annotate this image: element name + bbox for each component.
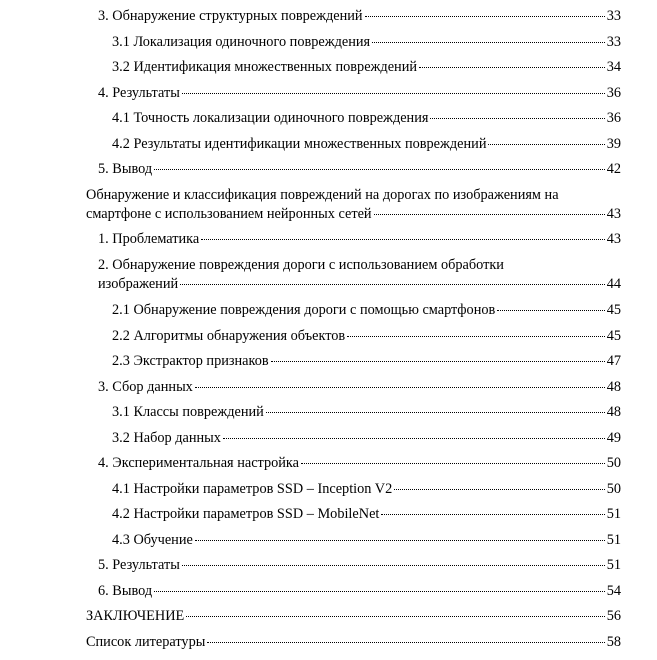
toc-entry[interactable]: [86, 202, 621, 228]
dot-leader: [154, 169, 605, 170]
toc-entry[interactable]: [98, 81, 621, 107]
toc-entry-label: 3.1 Классы повреждений: [112, 404, 264, 420]
dot-leader: [195, 540, 605, 541]
toc-entry-page: 45: [606, 327, 621, 344]
toc-entry[interactable]: [112, 502, 621, 528]
toc-entry[interactable]: [98, 4, 621, 30]
dot-leader: [394, 489, 604, 490]
toc-entry-label: 4.2 Результаты идентификации множественных повреждений: [112, 135, 487, 152]
toc-entry[interactable]: [98, 157, 621, 183]
toc-entry[interactable]: [112, 132, 621, 158]
dot-leader: [186, 616, 604, 617]
toc-entry-page: 51: [606, 557, 621, 573]
dot-leader: [372, 42, 605, 43]
toc-entry-page: 56: [606, 608, 621, 624]
toc-entry-page: 43: [606, 205, 621, 222]
toc-entry-page: 45: [606, 302, 621, 318]
dot-leader: [180, 284, 605, 285]
toc-entry-label: 2.2 Алгоритмы обнаружения объектов: [112, 327, 346, 344]
toc-entry[interactable]: [98, 579, 621, 605]
dot-leader: [374, 214, 605, 215]
toc-entry-page: 48: [606, 404, 621, 420]
toc-entry-label: 4. Экспериментальная настройка: [98, 455, 299, 471]
toc-entry-page: 44: [606, 276, 621, 292]
toc-entry-label: 4.2 Настройки параметров SSD – MobileNet: [112, 506, 380, 522]
dot-leader: [347, 336, 605, 337]
toc-entry-label: 4.1 Настройки параметров SSD – Inception V2: [112, 480, 393, 497]
toc-entry-label: 4. Результаты: [98, 84, 180, 101]
dot-leader: [301, 463, 605, 464]
toc-entry-label: смартфоне с использованием нейронных сетей: [86, 205, 372, 222]
toc-entry-label: 4.1 Точность локализации одиночного повреждения: [112, 110, 429, 126]
dot-leader: [430, 118, 604, 119]
toc-entry[interactable]: [98, 272, 621, 298]
dot-leader: [201, 239, 604, 240]
toc-entry[interactable]: [98, 227, 621, 253]
toc-entry-label: 4.3 Обучение: [112, 531, 193, 548]
toc-entry-label: 2. Обнаружение повреждения дороги с использованием обработки: [98, 257, 504, 273]
dot-leader: [195, 387, 605, 388]
dot-leader: [381, 514, 604, 515]
toc-entry-label: 3.2 Набор данных: [112, 429, 221, 446]
toc-entry-label: 3.1 Локализация одиночного повреждения: [112, 33, 371, 50]
dot-leader: [207, 642, 604, 643]
dot-leader: [182, 93, 605, 94]
toc-entry-page: 50: [606, 455, 621, 471]
dot-leader: [223, 438, 605, 439]
toc-entry-page: 51: [606, 506, 621, 522]
toc-entry-label: Список литературы: [86, 633, 206, 650]
dot-leader: [488, 144, 604, 145]
toc-entry-label: 3.2 Идентификация множественных повреждений: [112, 59, 417, 75]
toc-entry-page: 47: [606, 353, 621, 369]
toc-entry-page: 43: [606, 231, 621, 247]
toc-entry[interactable]: [86, 630, 621, 656]
toc-entry-page: 58: [606, 633, 621, 650]
toc-entry-label: изображений: [98, 276, 179, 292]
dot-leader: [497, 310, 604, 311]
dot-leader: [271, 361, 605, 362]
toc-entry[interactable]: [112, 106, 621, 132]
toc-entry[interactable]: [112, 477, 621, 503]
toc-entry[interactable]: [112, 298, 621, 324]
toc-entry[interactable]: [98, 451, 621, 477]
toc-entry-label: 6. Вывод: [98, 582, 153, 599]
toc-entry[interactable]: [112, 324, 621, 350]
toc-entry-label: 1. Проблематика: [98, 231, 200, 247]
toc-entry-page: 51: [606, 531, 621, 548]
toc-entry[interactable]: [112, 400, 621, 426]
toc-entry-label: 2.3 Экстрактор признаков: [112, 353, 269, 369]
toc-entry-page: 34: [606, 59, 621, 75]
dot-leader: [266, 412, 605, 413]
dot-leader: [182, 565, 605, 566]
dot-leader: [154, 591, 605, 592]
toc-entry-label: 5. Вывод: [98, 161, 153, 177]
toc-entry[interactable]: [98, 375, 621, 401]
toc-entry-page: 39: [606, 135, 621, 152]
dot-leader: [365, 16, 605, 17]
toc-entry-page: 33: [606, 8, 621, 24]
toc-entry-page: 42: [606, 161, 621, 177]
toc-entry[interactable]: [112, 55, 621, 81]
toc-entry-page: 48: [606, 378, 621, 395]
toc-entry[interactable]: [112, 426, 621, 452]
toc-entry[interactable]: [112, 349, 621, 375]
toc-entry-label: 3. Сбор данных: [98, 378, 193, 395]
dot-leader: [419, 67, 605, 68]
toc-entry[interactable]: [86, 604, 621, 630]
toc-entry-page: 36: [606, 110, 621, 126]
toc-entry-page: 36: [606, 84, 621, 101]
toc-entry-page: 50: [606, 480, 621, 497]
toc-entry-label: 2.1 Обнаружение повреждения дороги с помощью смартфонов: [112, 302, 496, 318]
toc-entry-label: Обнаружение и классификация повреждений на дорогах по изображениям на: [86, 186, 559, 203]
toc-entry[interactable]: [112, 528, 621, 554]
toc-entry[interactable]: [112, 30, 621, 56]
toc-entry-label: 3. Обнаружение структурных повреждений: [98, 8, 363, 24]
toc-entry-page: 54: [606, 582, 621, 599]
toc-entry-page: 49: [606, 429, 621, 446]
toc-entry-page: 33: [606, 33, 621, 50]
toc-entry[interactable]: [98, 553, 621, 579]
toc-entry-label: ЗАКЛЮЧЕНИЕ: [86, 608, 185, 624]
toc-entry-label: 5. Результаты: [98, 557, 180, 573]
